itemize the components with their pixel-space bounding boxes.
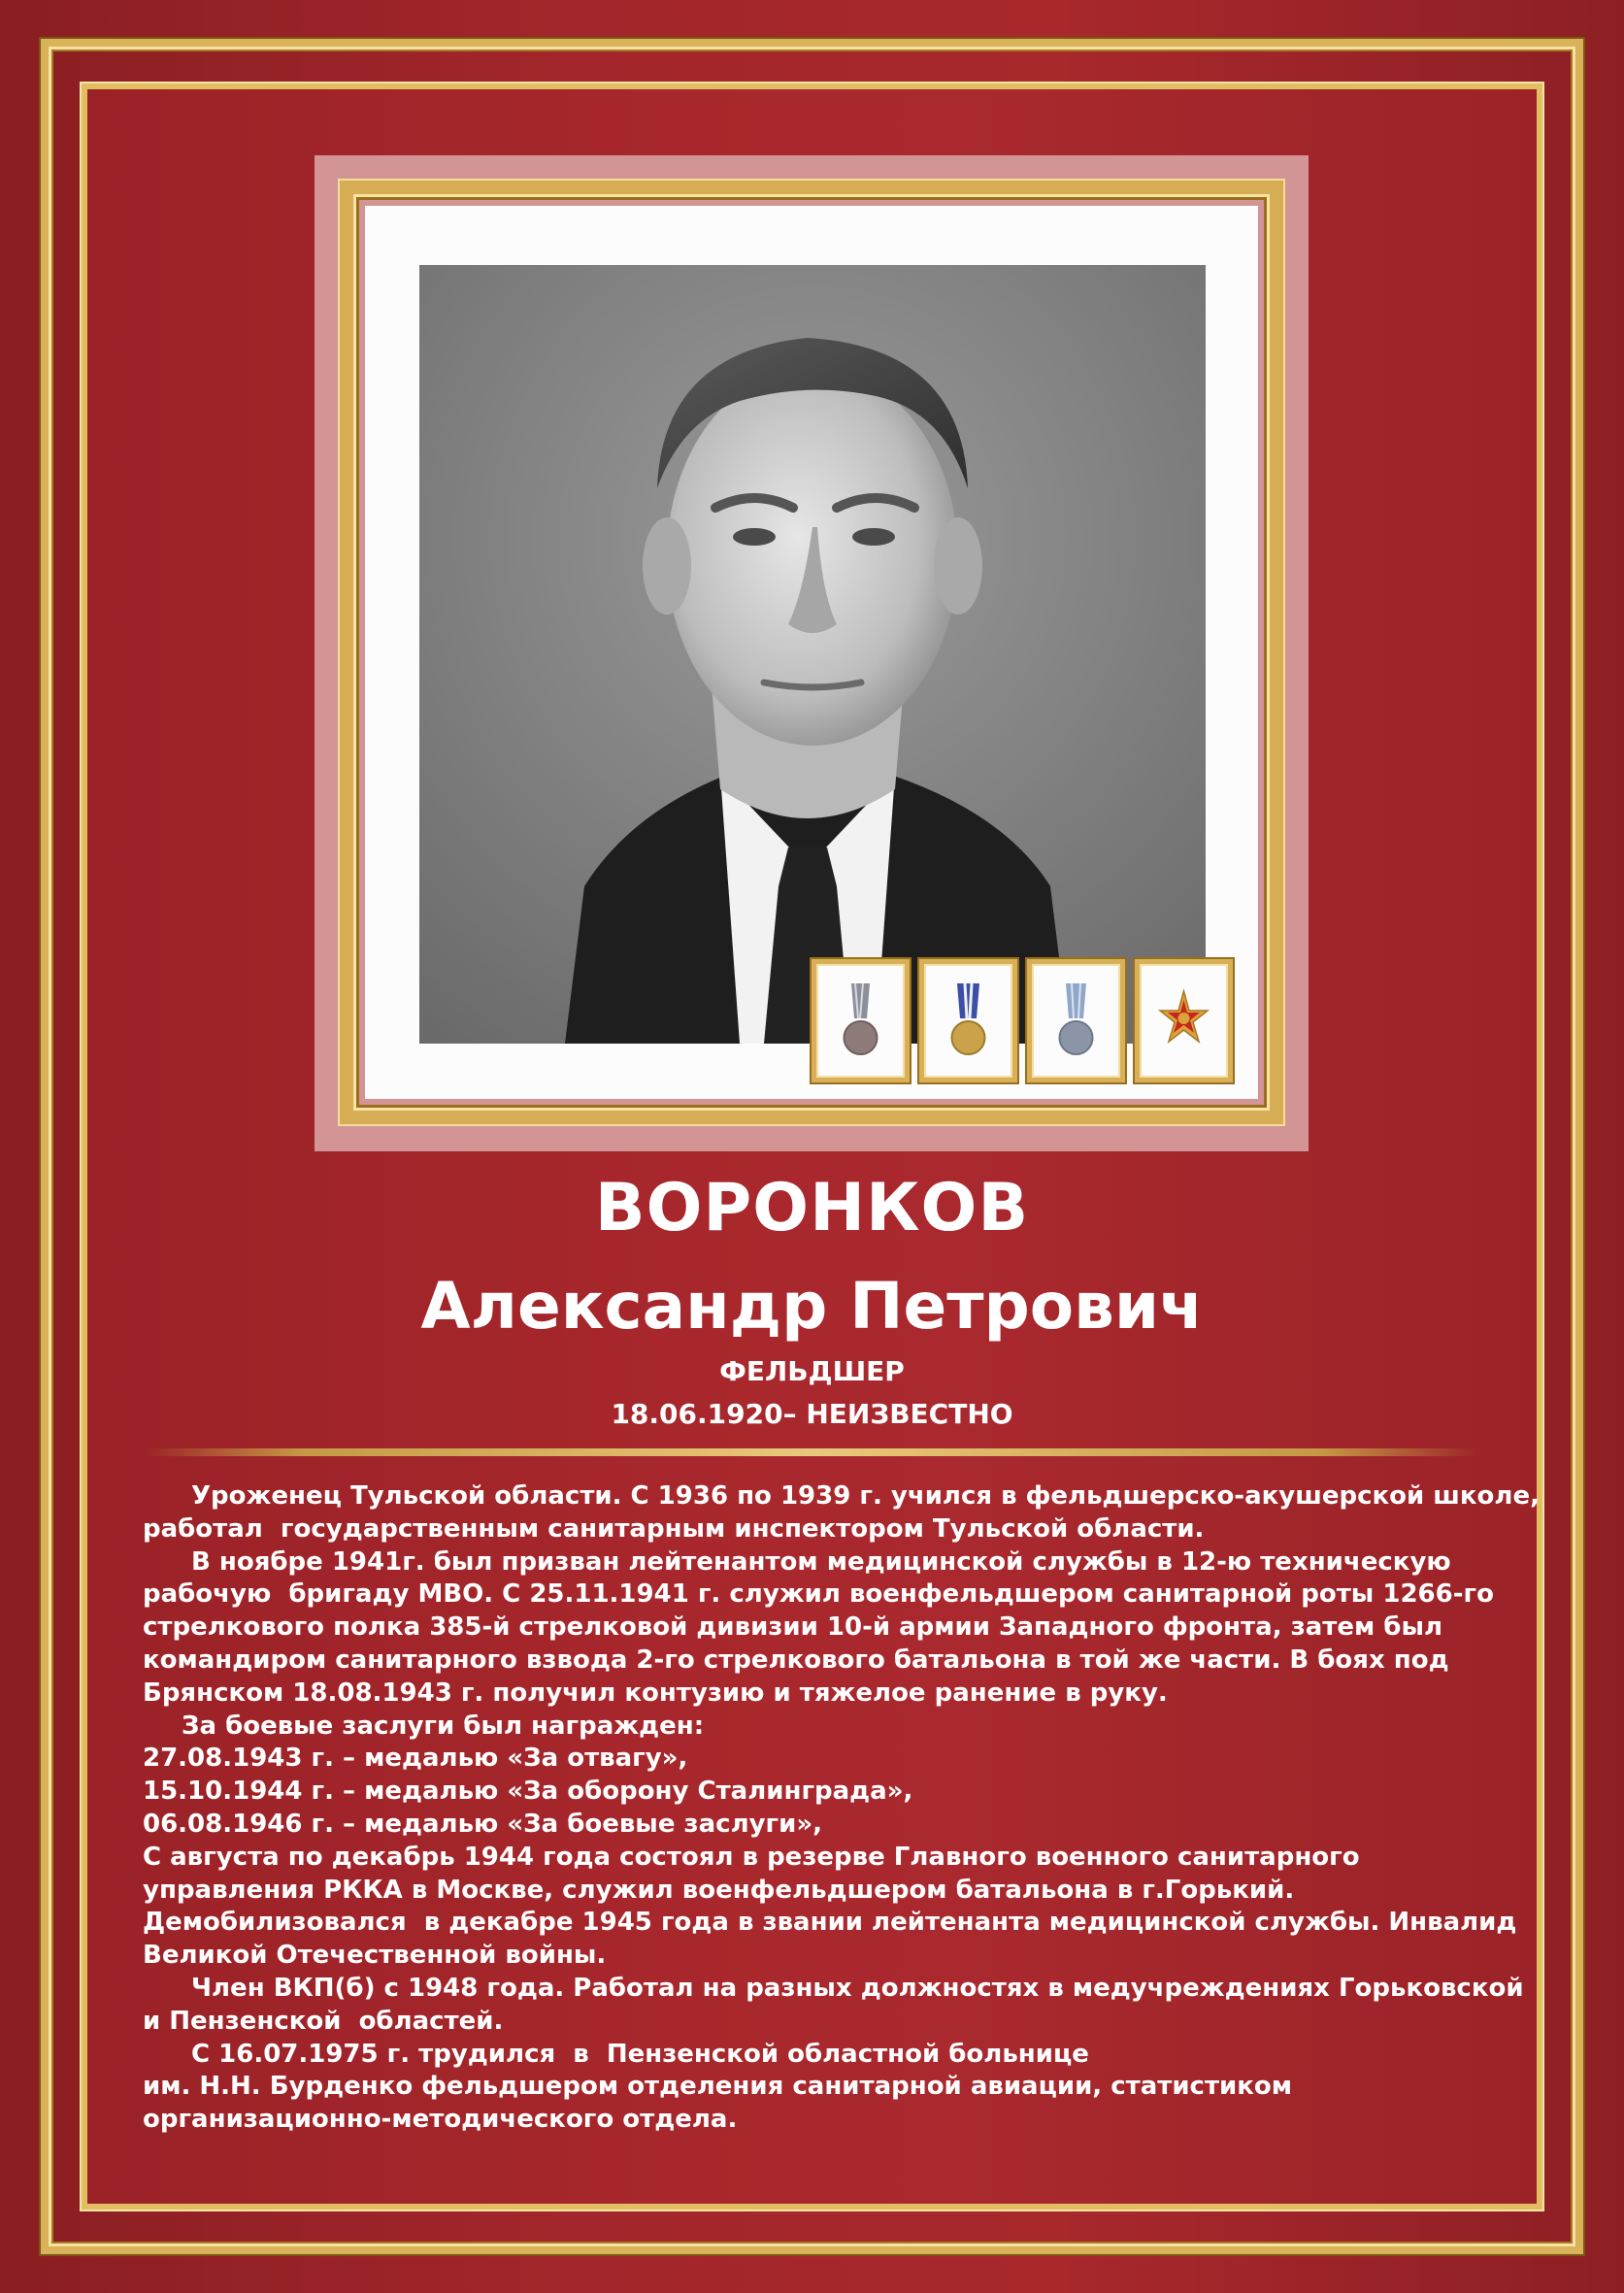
bio-line: рабочую бригаду МВО. С 25.11.1941 г. служил военфельдшером санитарной роты 1266-го	[143, 1579, 1494, 1610]
bio-line: им. Н.Н. Бурденко фельдшером отделения санитарной авиации, статистиком	[143, 2072, 1292, 2102]
bio-line: Уроженец Тульской области. С 1936 по 1939 г. учился в фельдшерско-акушерской школе,	[191, 1481, 1540, 1511]
medal-silver-blue-icon	[1027, 959, 1125, 1082]
gold-divider	[146, 1448, 1478, 1456]
medal-gold-icon	[919, 959, 1017, 1082]
bio-line: С августа по декабрь 1944 года состоял в резерве Главного военного санитарного	[143, 1842, 1360, 1872]
bio-line: За боевые заслуги был награжден:	[182, 1711, 705, 1741]
bio-line: С 16.07.1975 г. трудился в Пензенской областной больнице	[191, 2039, 1089, 2069]
surname: ВОРОНКОВ	[594, 1170, 1030, 1246]
portrait-photo	[419, 265, 1206, 1044]
bio-line: Демобилизовался в декабре 1945 года в звании лейтенанта медицинской службы. Инвалид	[143, 1908, 1517, 1938]
bio-line: управления РККА в Москве, служил военфельдшером батальона в г.Горький.	[143, 1875, 1295, 1905]
life-dates: 18.06.1920– НЕИЗВЕСТНО	[611, 1398, 1013, 1430]
bio-line: 06.08.1946 г. – медалью «За боевые заслуги»,	[143, 1809, 823, 1839]
biography	[143, 1480, 1540, 2137]
medals-row	[812, 959, 1233, 1082]
bio-line: В ноябре 1941г. был призван лейтенантом медицинской службы в 12-ю техническую	[191, 1546, 1451, 1577]
portrait-illustration	[419, 265, 1206, 1044]
bio-line: Член ВКП(б) с 1948 года. Работал на разных должностях в медучреждениях Горьковской	[191, 1973, 1524, 2003]
medal-silver-icon	[812, 959, 910, 1082]
bio-line: организационно-методического отдела.	[143, 2105, 738, 2135]
bio-line: и Пензенской областей.	[143, 2006, 504, 2036]
order-star-icon	[1135, 959, 1233, 1082]
bio-line: Великой Отечественной войны.	[143, 1941, 607, 1971]
bio-line: 27.08.1943 г. – медалью «За отвагу»,	[143, 1744, 688, 1774]
bio-line: стрелкового полка 385-й стрелковой дивизии 10-й армии Западного фронта, затем был	[143, 1612, 1443, 1643]
role: ФЕЛЬДШЕР	[719, 1355, 905, 1387]
bio-line: Брянском 18.08.1943 г. получил контузию и тяжелое ранение в руку.	[143, 1678, 1168, 1708]
bio-line: командиром санитарного взвода 2-го стрелкового батальона в той же части. В боях под	[143, 1645, 1449, 1675]
bio-line: 15.10.1944 г. – медалью «За оборону Сталинграда»,	[143, 1777, 913, 1807]
given-names: Александр Петрович	[420, 1269, 1204, 1344]
bio-line: работал государственным санитарным инспектором Тульской области.	[143, 1513, 1205, 1544]
